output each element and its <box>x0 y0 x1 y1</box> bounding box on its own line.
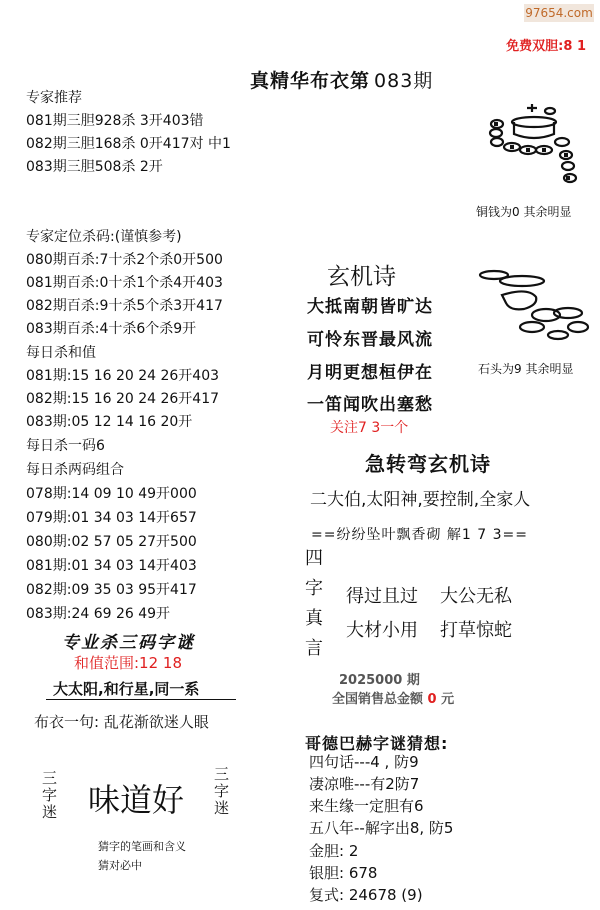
expert-line: 082期三胆168杀 0开417对 中1 <box>26 136 231 152</box>
expert-heading: 专家推荐 <box>26 90 82 106</box>
turn-poem-answer: ==纷纷坠叶飘香砌 解1 7 3== <box>311 527 528 543</box>
daily-sum-line: 082期:15 16 20 24 26开417 <box>26 391 220 407</box>
poem-line: 一笛闻吹出塞愁 <box>307 395 433 415</box>
riddle-hint: 猜对必中 <box>98 859 142 872</box>
four-char-phrase: 打草惊蛇 <box>440 620 512 641</box>
poem-line: 可怜东晋最风流 <box>307 330 433 350</box>
poem-line: 大抵南朝皆旷达 <box>307 297 433 317</box>
daily-two-line: 079期:01 34 03 14开657 <box>26 510 197 526</box>
daily-two-line: 082期:09 35 03 95开417 <box>26 582 197 598</box>
sun-line: 大太阳,和行星,同一系 <box>53 680 200 698</box>
riddle-answer: 味道好 <box>88 781 185 819</box>
expert-line: 081期三胆928杀 3开403错 <box>26 113 204 129</box>
position-kill-line: 082期百杀:9十杀5个杀3开417 <box>26 298 223 314</box>
free-double-pick: 免费双胆:8 1 <box>506 39 586 54</box>
daily-sum-line: 081期:15 16 20 24 26开403 <box>26 368 220 384</box>
goldbach-line: 金胆: 2 <box>309 842 359 860</box>
stone-caption: 石头为9 其余明显 <box>478 362 574 376</box>
coin-caption: 铜钱为0 其余明显 <box>476 205 572 219</box>
goldbach-line: 五八年--解字出8, 防5 <box>309 819 454 837</box>
title-text: 真精华布衣第 <box>250 70 371 92</box>
turn-poem-line: 二大伯,太阳神,要控制,全家人 <box>310 490 531 510</box>
position-kill-line: 083期百杀:4十杀6个杀9开 <box>26 321 197 337</box>
four-char-phrase: 大材小用 <box>346 620 418 641</box>
sales-label: 全国销售总金额 <box>332 692 424 707</box>
stone-riddle-image <box>476 265 592 353</box>
site-watermark: 97654.com <box>525 6 593 20</box>
divider <box>46 699 236 700</box>
riddle-right-label: 三字迷 <box>214 765 230 817</box>
sales-amount: 0 <box>427 692 437 707</box>
goldbach-line: 银胆: 678 <box>309 864 378 882</box>
buyi-line: 布衣一句: 乱花渐欲迷人眼 <box>34 713 209 731</box>
sum-range: 和值范围:12 18 <box>74 654 182 672</box>
poem-title: 玄机诗 <box>327 264 396 290</box>
daily-two-line: 081期:01 34 03 14开403 <box>26 558 197 574</box>
riddle-left-label: 三字迷 <box>42 769 58 821</box>
daily-two-heading: 每日杀两码组合 <box>26 462 124 478</box>
daily-two-line: 083期:24 69 26 49开 <box>26 606 171 622</box>
pro-three-title: 专业杀三码字谜 <box>62 633 195 653</box>
goldbach-line: 来生缘一定胆有6 <box>309 797 424 815</box>
title-issue: 083期 <box>374 70 434 92</box>
poem-focus: 关注7 3一个 <box>330 420 409 436</box>
goldbach-line: 四句话---4 , 防9 <box>309 753 419 771</box>
position-kill-line: 080期百杀:7十杀2个杀0开500 <box>26 252 223 268</box>
riddle-hint: 猜字的笔画和含义 <box>98 840 186 853</box>
daily-sum-line: 083期:05 12 14 16 20开 <box>26 414 193 430</box>
goldbach-line: 凄凉唯---有2防7 <box>309 775 420 793</box>
four-char-phrase: 得过且过 <box>346 586 418 607</box>
daily-two-line: 080期:02 57 05 27开500 <box>26 534 197 550</box>
four-char-phrase: 大公无私 <box>440 586 512 607</box>
expert-line: 083期三胆508杀 2开 <box>26 159 163 175</box>
position-kill-heading: 专家定位杀码:(谨慎参考) <box>26 229 182 245</box>
position-kill-line: 081期百杀:0十杀1个杀4开403 <box>26 275 223 291</box>
goldbach-line: 复式: 24678 (9) <box>309 886 423 904</box>
four-char-label: 四字真言 <box>305 548 323 659</box>
coin-riddle-image <box>482 100 592 196</box>
poem-line: 月明更想桓伊在 <box>307 363 433 383</box>
sales-unit: 元 <box>441 692 455 707</box>
page-title <box>250 66 433 93</box>
turn-poem-title: 急转弯玄机诗 <box>365 452 491 476</box>
goldbach-title: 哥德巴赫字谜猜想: <box>305 734 449 753</box>
sales-total <box>332 688 454 707</box>
daily-sum-heading: 每日杀和值 <box>26 345 96 361</box>
sales-issue: 2025000 期 <box>339 673 420 688</box>
daily-kill-one: 每日杀一码6 <box>26 438 105 454</box>
daily-two-line: 078期:14 09 10 49开000 <box>26 486 197 502</box>
